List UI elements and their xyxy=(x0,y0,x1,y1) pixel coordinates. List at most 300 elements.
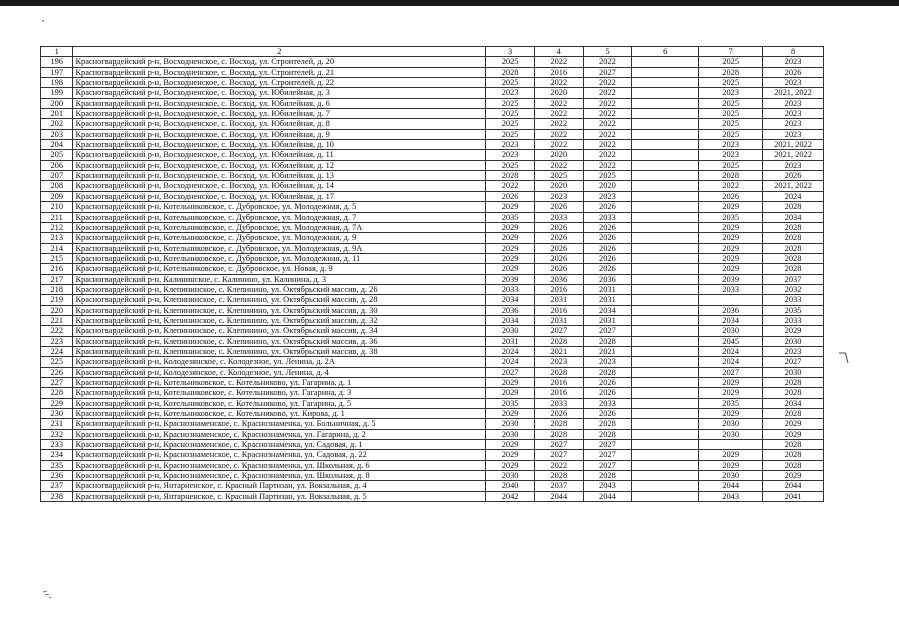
year-col-3-cell: 2030 xyxy=(486,471,535,481)
row-number-cell: 214 xyxy=(41,243,73,253)
year-col-4-cell: 2022 xyxy=(534,160,583,170)
year-col-4-cell: 2027 xyxy=(534,326,583,336)
year-col-4-cell: 2028 xyxy=(534,367,583,377)
year-col-8-cell: 2023 xyxy=(763,57,824,67)
year-col-3-cell: 2029 xyxy=(486,202,535,212)
row-number-cell: 197 xyxy=(41,67,73,77)
year-col-3-cell: 2034 xyxy=(486,295,535,305)
year-col-3-cell: 2029 xyxy=(486,264,535,274)
year-col-7-cell: 2025 xyxy=(699,109,763,119)
year-col-6-cell xyxy=(632,315,699,325)
address-cell: Красногвардейский р-н, Краснознаменское, с. Краснознаменка, ул. Школьная, д. 8 xyxy=(73,471,486,481)
table-row xyxy=(41,481,824,491)
year-col-7-cell: 2023 xyxy=(699,150,763,160)
address-cell: Красногвардейский р-н, Котельниковское, с. Дубровское, ул. Молодежная, д. 9 xyxy=(73,233,486,243)
year-col-8-cell: 2028 xyxy=(763,243,824,253)
year-col-3-cell: 2027 xyxy=(486,367,535,377)
year-col-6-cell xyxy=(632,409,699,419)
year-col-4-cell: 2025 xyxy=(534,171,583,181)
year-col-7-cell: 2043 xyxy=(699,491,763,501)
table-row xyxy=(41,295,824,305)
year-col-8-cell: 2028 xyxy=(763,253,824,263)
address-cell: Красногвардейский р-н, Восходненское, с. Восход, ул. Юбилейная, д. 14 xyxy=(73,181,486,191)
year-col-7-cell: 2025 xyxy=(699,57,763,67)
year-col-5-cell: 2022 xyxy=(583,119,632,129)
year-col-4-cell: 2021 xyxy=(534,346,583,356)
header-cell: 1 xyxy=(41,47,73,57)
year-col-3-cell: 2029 xyxy=(486,440,535,450)
row-number-cell: 204 xyxy=(41,140,73,150)
year-col-7-cell: 2039 xyxy=(699,274,763,284)
table-row xyxy=(41,222,824,232)
year-col-7-cell: 2029 xyxy=(699,409,763,419)
year-col-4-cell: 2028 xyxy=(534,336,583,346)
table-row xyxy=(41,202,824,212)
year-col-8-cell: 2023 xyxy=(763,109,824,119)
table-row xyxy=(41,315,824,325)
table-row xyxy=(41,150,824,160)
year-col-7-cell: 2036 xyxy=(699,305,763,315)
year-col-8-cell: 2034 xyxy=(763,398,824,408)
table-row xyxy=(41,460,824,470)
year-col-3-cell: 2036 xyxy=(486,305,535,315)
table-row xyxy=(41,98,824,108)
year-col-5-cell: 2027 xyxy=(583,460,632,470)
year-col-5-cell: 2023 xyxy=(583,191,632,201)
year-col-6-cell xyxy=(632,264,699,274)
year-col-7-cell: 2028 xyxy=(699,171,763,181)
year-col-8-cell: 2026 xyxy=(763,171,824,181)
table-row xyxy=(41,409,824,419)
row-number-cell: 210 xyxy=(41,202,73,212)
address-cell: Красногвардейский р-н, Восходненское, с. Восход, ул. Юбилейная, д. 8 xyxy=(73,119,486,129)
row-number-cell: 225 xyxy=(41,357,73,367)
year-col-3-cell: 2023 xyxy=(486,140,535,150)
scan-top-edge xyxy=(0,0,899,6)
table-row xyxy=(41,346,824,356)
table-row xyxy=(41,450,824,460)
year-col-8-cell: 2028 xyxy=(763,450,824,460)
address-cell: Красногвардейский р-н, Краснознаменское, с. Краснознаменка, ул. Больничная, д. 5 xyxy=(73,419,486,429)
year-col-3-cell: 2035 xyxy=(486,398,535,408)
table-row xyxy=(41,357,824,367)
year-col-3-cell: 2025 xyxy=(486,129,535,139)
year-col-4-cell: 2026 xyxy=(534,233,583,243)
address-cell: Красногвардейский р-н, Котельниковское, с. Дубровское, ул. Молодежная, д. 5 xyxy=(73,202,486,212)
row-number-cell: 207 xyxy=(41,171,73,181)
year-col-6-cell xyxy=(632,243,699,253)
year-col-8-cell: 2029 xyxy=(763,429,824,439)
year-col-5-cell: 2027 xyxy=(583,450,632,460)
year-col-8-cell: 2026 xyxy=(763,67,824,77)
row-number-cell: 209 xyxy=(41,191,73,201)
year-col-8-cell: 2023 xyxy=(763,160,824,170)
table-row xyxy=(41,78,824,88)
address-cell: Красногвардейский р-н, Котельниковское, с. Котельниково, ул. Гагарина, д. 3 xyxy=(73,388,486,398)
address-cell: Красногвардейский р-н, Клепининское, с. Клепинино, ул. Октябрьский массив, д. 32 xyxy=(73,315,486,325)
year-col-4-cell: 2026 xyxy=(534,222,583,232)
year-col-3-cell: 2029 xyxy=(486,378,535,388)
year-col-3-cell: 2023 xyxy=(486,88,535,98)
table-row xyxy=(41,129,824,139)
year-col-7-cell: 2023 xyxy=(699,88,763,98)
year-col-6-cell xyxy=(632,471,699,481)
table-row xyxy=(41,171,824,181)
header-cell: 6 xyxy=(632,47,699,57)
row-number-cell: 196 xyxy=(41,57,73,67)
year-col-6-cell xyxy=(632,191,699,201)
address-cell: Красногвардейский р-н, Восходненское, с. Восход, ул. Юбилейная, д. 17 xyxy=(73,191,486,201)
table-row xyxy=(41,233,824,243)
row-number-cell: 231 xyxy=(41,419,73,429)
table-row xyxy=(41,67,824,77)
table-row xyxy=(41,253,824,263)
year-col-7-cell: 2029 xyxy=(699,202,763,212)
year-col-4-cell: 2023 xyxy=(534,357,583,367)
row-number-cell: 235 xyxy=(41,460,73,470)
year-col-7-cell xyxy=(699,295,763,305)
year-col-4-cell: 2026 xyxy=(534,253,583,263)
address-cell: Красногвардейский р-н, Клепининское, с. Клепинино, ул. Октябрьский массив, д. 26 xyxy=(73,284,486,294)
year-col-4-cell: 2016 xyxy=(534,305,583,315)
year-col-3-cell: 2029 xyxy=(486,450,535,460)
year-col-3-cell: 2039 xyxy=(486,274,535,284)
row-number-cell: 218 xyxy=(41,284,73,294)
row-number-cell: 222 xyxy=(41,326,73,336)
row-number-cell: 208 xyxy=(41,181,73,191)
address-cell: Красногвардейский р-н, Восходненское, с. Восход, ул. Юбилейная, д. 9 xyxy=(73,129,486,139)
year-col-5-cell: 2031 xyxy=(583,315,632,325)
year-col-6-cell xyxy=(632,419,699,429)
year-col-4-cell: 2016 xyxy=(534,378,583,388)
address-cell: Красногвардейский р-н, Восходненское, с. Восход, ул. Строителей, д. 21 xyxy=(73,67,486,77)
year-col-8-cell: 2028 xyxy=(763,202,824,212)
year-col-6-cell xyxy=(632,336,699,346)
row-number-cell: 203 xyxy=(41,129,73,139)
year-col-5-cell: 2022 xyxy=(583,140,632,150)
address-cell: Красногвардейский р-н, Клепининское, с. Клепинино, ул. Октябрьский массив, д. 30 xyxy=(73,305,486,315)
year-col-4-cell: 2023 xyxy=(534,191,583,201)
year-col-6-cell xyxy=(632,181,699,191)
address-cell: Красногвардейский р-н, Котельниковское, с. Котельниково, ул. Гагарина, д. 1 xyxy=(73,378,486,388)
year-col-4-cell: 2028 xyxy=(534,429,583,439)
year-col-5-cell: 2026 xyxy=(583,253,632,263)
year-col-3-cell: 2028 xyxy=(486,171,535,181)
year-col-8-cell: 2028 xyxy=(763,388,824,398)
table-row xyxy=(41,471,824,481)
table-row xyxy=(41,305,824,315)
year-col-3-cell: 2029 xyxy=(486,388,535,398)
address-cell: Красногвардейский р-н, Янтарненское, с. Красный Партизан, ул. Вокзальная, д. 5 xyxy=(73,491,486,501)
year-col-4-cell: 2022 xyxy=(534,109,583,119)
year-col-6-cell xyxy=(632,129,699,139)
year-col-3-cell: 2034 xyxy=(486,315,535,325)
year-col-6-cell xyxy=(632,284,699,294)
year-col-3-cell: 2025 xyxy=(486,109,535,119)
year-col-5-cell: 2031 xyxy=(583,284,632,294)
table-header-row xyxy=(41,47,824,57)
year-col-4-cell: 2022 xyxy=(534,78,583,88)
year-col-5-cell: 2026 xyxy=(583,243,632,253)
year-col-5-cell: 2026 xyxy=(583,388,632,398)
year-col-5-cell: 2028 xyxy=(583,471,632,481)
year-col-7-cell: 2045 xyxy=(699,336,763,346)
year-col-6-cell xyxy=(632,305,699,315)
table-row xyxy=(41,57,824,67)
address-cell: Красногвардейский р-н, Клепининское, с. Клепинино, ул. Октябрьский массив, д. 34 xyxy=(73,326,486,336)
row-number-cell: 211 xyxy=(41,212,73,222)
year-col-6-cell xyxy=(632,119,699,129)
year-col-5-cell: 2020 xyxy=(583,181,632,191)
address-cell: Красногвардейский р-н, Клепининское, с. Клепинино, ул. Октябрьский массив, д. 36 xyxy=(73,336,486,346)
table-row xyxy=(41,419,824,429)
row-number-cell: 228 xyxy=(41,388,73,398)
scan-scribble-mark xyxy=(42,588,56,602)
header-cell: 5 xyxy=(583,47,632,57)
year-col-4-cell: 2044 xyxy=(534,491,583,501)
year-col-3-cell: 2040 xyxy=(486,481,535,491)
row-number-cell: 236 xyxy=(41,471,73,481)
row-number-cell: 212 xyxy=(41,222,73,232)
year-col-7-cell: 2029 xyxy=(699,233,763,243)
year-col-5-cell: 2025 xyxy=(583,171,632,181)
row-number-cell: 215 xyxy=(41,253,73,263)
address-cell: Красногвардейский р-н, Восходненское, с. Восход, ул. Юбилейная, д. 11 xyxy=(73,150,486,160)
year-col-4-cell: 2016 xyxy=(534,388,583,398)
year-col-8-cell: 2023 xyxy=(763,78,824,88)
year-col-6-cell xyxy=(632,57,699,67)
year-col-7-cell xyxy=(699,440,763,450)
year-col-7-cell: 2029 xyxy=(699,388,763,398)
year-col-3-cell: 2029 xyxy=(486,460,535,470)
table-row xyxy=(41,429,824,439)
year-col-8-cell: 2030 xyxy=(763,367,824,377)
year-col-8-cell: 2033 xyxy=(763,295,824,305)
table-row xyxy=(41,326,824,336)
year-col-7-cell: 2030 xyxy=(699,429,763,439)
year-col-6-cell xyxy=(632,460,699,470)
year-col-7-cell: 2029 xyxy=(699,222,763,232)
year-col-4-cell: 2022 xyxy=(534,98,583,108)
year-col-4-cell: 2026 xyxy=(534,409,583,419)
housing-repair-schedule-table xyxy=(40,46,824,502)
year-col-5-cell: 2036 xyxy=(583,274,632,284)
year-col-3-cell: 2025 xyxy=(486,160,535,170)
year-col-5-cell: 2022 xyxy=(583,98,632,108)
year-col-6-cell xyxy=(632,491,699,501)
year-col-4-cell: 2033 xyxy=(534,398,583,408)
table-row xyxy=(41,160,824,170)
year-col-4-cell: 2022 xyxy=(534,57,583,67)
year-col-5-cell: 2026 xyxy=(583,264,632,274)
year-col-7-cell: 2023 xyxy=(699,140,763,150)
year-col-3-cell: 2028 xyxy=(486,67,535,77)
year-col-8-cell: 2028 xyxy=(763,378,824,388)
year-col-4-cell: 2022 xyxy=(534,140,583,150)
header-cell: 3 xyxy=(486,47,535,57)
table-row xyxy=(41,398,824,408)
year-col-8-cell: 2028 xyxy=(763,264,824,274)
address-cell: Красногвардейский р-н, Котельниковское, с. Дубровское, ул. Молодежная, д. 7А xyxy=(73,222,486,232)
year-col-8-cell: 2024 xyxy=(763,191,824,201)
year-col-5-cell: 2022 xyxy=(583,129,632,139)
year-col-5-cell: 2027 xyxy=(583,326,632,336)
year-col-6-cell xyxy=(632,160,699,170)
year-col-5-cell: 2026 xyxy=(583,409,632,419)
header-cell: 4 xyxy=(534,47,583,57)
year-col-6-cell xyxy=(632,233,699,243)
margin-bracket-mark xyxy=(838,350,852,366)
address-cell: Красногвардейский р-н, Котельниковское, с. Дубровское, ул. Молодежная, д. 7 xyxy=(73,212,486,222)
table-row xyxy=(41,264,824,274)
year-col-4-cell: 2016 xyxy=(534,284,583,294)
year-col-6-cell xyxy=(632,222,699,232)
table-row xyxy=(41,243,824,253)
year-col-5-cell: 2022 xyxy=(583,160,632,170)
address-cell: Красногвардейский р-н, Клепининское, с. Клепинино, ул. Октябрьский массив, д. 28 xyxy=(73,295,486,305)
year-col-7-cell: 2033 xyxy=(699,284,763,294)
row-number-cell: 227 xyxy=(41,378,73,388)
year-col-8-cell: 2028 xyxy=(763,222,824,232)
year-col-4-cell: 2031 xyxy=(534,315,583,325)
year-col-8-cell: 2035 xyxy=(763,305,824,315)
year-col-8-cell: 2021, 2022 xyxy=(763,181,824,191)
year-col-8-cell: 2030 xyxy=(763,336,824,346)
year-col-8-cell: 2033 xyxy=(763,315,824,325)
row-number-cell: 213 xyxy=(41,233,73,243)
year-col-6-cell xyxy=(632,78,699,88)
year-col-4-cell: 2036 xyxy=(534,274,583,284)
address-cell: Красногвардейский р-н, Колодезянское, с. Колодезное, ул. Ленина, д. 4 xyxy=(73,367,486,377)
year-col-3-cell: 2030 xyxy=(486,419,535,429)
table-row xyxy=(41,388,824,398)
year-col-8-cell: 2027 xyxy=(763,357,824,367)
year-col-5-cell: 2026 xyxy=(583,233,632,243)
address-cell: Красногвардейский р-н, Краснознаменское, с. Краснознаменка, ул. Садовая, д. 22 xyxy=(73,450,486,460)
year-col-4-cell: 2020 xyxy=(534,88,583,98)
year-col-3-cell: 2029 xyxy=(486,253,535,263)
address-cell: Красногвардейский р-н, Восходненское, с. Восход, ул. Юбилейная, д. 3 xyxy=(73,88,486,98)
year-col-6-cell xyxy=(632,98,699,108)
year-col-3-cell: 2025 xyxy=(486,78,535,88)
year-col-4-cell: 2020 xyxy=(534,150,583,160)
year-col-6-cell xyxy=(632,481,699,491)
year-col-7-cell: 2024 xyxy=(699,357,763,367)
year-col-3-cell: 2029 xyxy=(486,409,535,419)
year-col-7-cell: 2044 xyxy=(699,481,763,491)
row-number-cell: 229 xyxy=(41,398,73,408)
year-col-4-cell: 2026 xyxy=(534,243,583,253)
year-col-6-cell xyxy=(632,253,699,263)
year-col-4-cell: 2022 xyxy=(534,460,583,470)
address-cell: Красногвардейский р-н, Клепининское, с. Клепинино, ул. Октябрьский массив, д. 38 xyxy=(73,346,486,356)
row-number-cell: 202 xyxy=(41,119,73,129)
year-col-6-cell xyxy=(632,202,699,212)
address-cell: Красногвардейский р-н, Котельниковское, с. Дубровское, ул. Новая, д. 9 xyxy=(73,264,486,274)
table-row xyxy=(41,119,824,129)
row-number-cell: 198 xyxy=(41,78,73,88)
year-col-7-cell: 2025 xyxy=(699,98,763,108)
year-col-3-cell: 2024 xyxy=(486,346,535,356)
year-col-8-cell: 2044 xyxy=(763,481,824,491)
year-col-7-cell: 2030 xyxy=(699,419,763,429)
address-cell: Красногвардейский р-н, Восходненское, с. Восход, ул. Юбилейная, д. 7 xyxy=(73,109,486,119)
year-col-5-cell: 2022 xyxy=(583,57,632,67)
year-col-7-cell: 2025 xyxy=(699,160,763,170)
year-col-8-cell: 2023 xyxy=(763,129,824,139)
year-col-3-cell: 2023 xyxy=(486,150,535,160)
year-col-5-cell: 2021 xyxy=(583,346,632,356)
row-number-cell: 238 xyxy=(41,491,73,501)
year-col-5-cell: 2026 xyxy=(583,222,632,232)
year-col-5-cell: 2022 xyxy=(583,88,632,98)
year-col-6-cell xyxy=(632,140,699,150)
address-cell: Красногвардейский р-н, Краснознаменское, с. Краснознаменка, ул. Гагарина, д. 2 xyxy=(73,429,486,439)
year-col-8-cell: 2021, 2022 xyxy=(763,88,824,98)
address-cell: Красногвардейский р-н, Восходненское, с. Восход, ул. Строителей, д. 20 xyxy=(73,57,486,67)
year-col-6-cell xyxy=(632,171,699,181)
address-cell: Красногвардейский р-н, Котельниковское, с. Котельниково, ул. Кирова, д. 1 xyxy=(73,409,486,419)
year-col-8-cell: 2029 xyxy=(763,326,824,336)
year-col-3-cell: 2031 xyxy=(486,336,535,346)
year-col-6-cell xyxy=(632,212,699,222)
year-col-4-cell: 2031 xyxy=(534,295,583,305)
year-col-4-cell: 2027 xyxy=(534,450,583,460)
year-col-7-cell: 2028 xyxy=(699,67,763,77)
year-col-5-cell: 2028 xyxy=(583,336,632,346)
year-col-8-cell: 2034 xyxy=(763,212,824,222)
year-col-4-cell: 2016 xyxy=(534,67,583,77)
year-col-5-cell: 2043 xyxy=(583,481,632,491)
year-col-6-cell xyxy=(632,150,699,160)
year-col-5-cell: 2022 xyxy=(583,109,632,119)
year-col-8-cell: 2028 xyxy=(763,440,824,450)
year-col-4-cell: 2028 xyxy=(534,471,583,481)
row-number-cell: 199 xyxy=(41,88,73,98)
year-col-8-cell: 2023 xyxy=(763,346,824,356)
year-col-5-cell: 2033 xyxy=(583,212,632,222)
address-cell: Красногвардейский р-н, Янтарненское, с. Красный Партизан, ул. Вокзальная, д. 4 xyxy=(73,481,486,491)
address-cell: Красногвардейский р-н, Калининское, с. Калинино, ул. Калинина, д. 3 xyxy=(73,274,486,284)
year-col-6-cell xyxy=(632,450,699,460)
address-cell: Красногвардейский р-н, Котельниковское, с. Котельниково, ул. Гагарина, д. 5 xyxy=(73,398,486,408)
year-col-7-cell: 2029 xyxy=(699,264,763,274)
year-col-7-cell: 2026 xyxy=(699,191,763,201)
year-col-5-cell: 2026 xyxy=(583,378,632,388)
year-col-3-cell: 2042 xyxy=(486,491,535,501)
row-number-cell: 224 xyxy=(41,346,73,356)
year-col-6-cell xyxy=(632,274,699,284)
year-col-3-cell: 2029 xyxy=(486,222,535,232)
year-col-6-cell xyxy=(632,398,699,408)
table-row xyxy=(41,378,824,388)
year-col-7-cell: 2035 xyxy=(699,398,763,408)
address-cell: Красногвардейский р-н, Краснознаменское, с. Краснознаменка, ул. Садовая, д. 1 xyxy=(73,440,486,450)
row-number-cell: 234 xyxy=(41,450,73,460)
year-col-7-cell: 2034 xyxy=(699,315,763,325)
table-row xyxy=(41,212,824,222)
table-row xyxy=(41,274,824,284)
address-cell: Красногвардейский р-н, Колодезянское, с. Колодезное, ул. Ленина, д. 2А xyxy=(73,357,486,367)
year-col-7-cell: 2029 xyxy=(699,460,763,470)
year-col-8-cell: 2028 xyxy=(763,409,824,419)
header-cell: 2 xyxy=(73,47,486,57)
year-col-5-cell: 2023 xyxy=(583,357,632,367)
scan-speck xyxy=(40,18,46,24)
year-col-6-cell xyxy=(632,357,699,367)
header-cell: 8 xyxy=(763,47,824,57)
address-cell: Красногвардейский р-н, Котельниковское, с. Дубровское, ул. Молодежная, д. 9А xyxy=(73,243,486,253)
